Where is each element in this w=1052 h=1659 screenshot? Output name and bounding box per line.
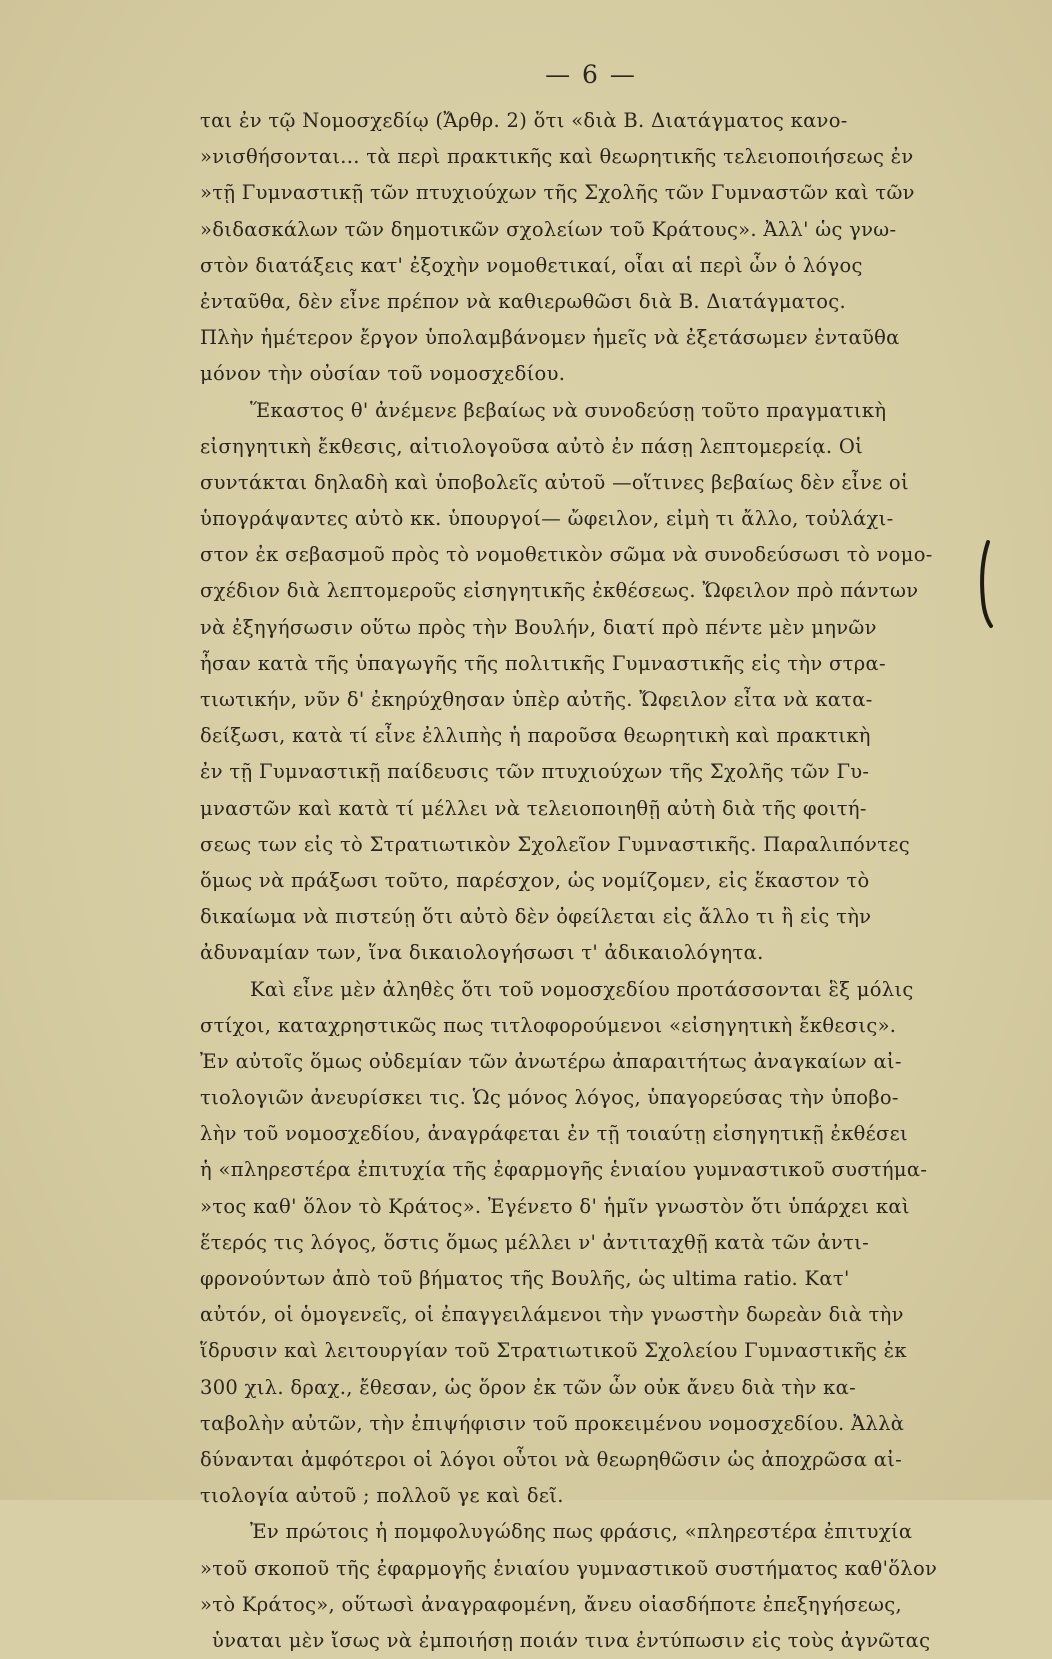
body-text xyxy=(200,103,968,1659)
text-line: Ἐν αὐτοῖς ὅμως οὐδεμίαν τῶν ἀνωτέρω ἀπαραιτήτως ἀναγκαίων αἰ- xyxy=(200,1049,902,1073)
text-line: φρονούντων ἀπὸ τοῦ βήματος τῆς Βουλῆς, ὡς ultima ratio. Κατ' xyxy=(200,1267,850,1290)
text-line: αὐτόν, οἱ ὁμογενεῖς, οἱ ἐπαγγειλάμενοι τὴν γνωστὴν δωρεὰν διὰ τὴν xyxy=(200,1303,904,1327)
text-line: συντάκται δηλαδὴ καὶ ὑποβολεῖς αὐτοῦ —οἵτινες βεβαίως δὲν εἶνε οἱ xyxy=(200,470,909,494)
text-line: δικαίωμα νὰ πιστεύῃ ὅτι αὐτὸ δὲν ὀφείλεται εἰς ἄλλο τι ἢ εἰς τὴν xyxy=(200,905,872,929)
text-line: ἐν τῇ Γυμναστικῇ παίδευσις τῶν πτυχιούχων τῆς Σχολῆς τῶν Γυ- xyxy=(200,760,870,784)
text-line: 300 χιλ. δραχ., ἔθεσαν, ὡς ὅρον ἐκ τῶν ὧν οὐκ ἄνευ διὰ τὴν κα- xyxy=(200,1375,856,1399)
text-line: στον ἐκ σεβασμοῦ πρὸς τὸ νομοθετικὸν σῶμα νὰ συνοδεύσωσι τὸ νομο- xyxy=(200,543,933,567)
text-line: »διδασκάλων τῶν δημοτικῶν σχολείων τοῦ Κράτους». Ἀλλ' ὡς γνω- xyxy=(200,217,897,241)
text-line: νὰ ἐξηγήσωσιν οὕτω πρὸς τὴν Βουλήν, διατί πρὸ πέντε μὲν μηνῶν xyxy=(200,615,877,639)
text-line: ὑπογράψαντες αὐτὸ κκ. ὑπουργοί— ὤφειλον, εἰμὴ τι ἄλλο, τοὐλάχι- xyxy=(200,507,894,531)
text-line: λὴν τοῦ νομοσχεδίου, ἀναγράφεται ἐν τῇ τοιαύτῃ εἰσηγητικῇ ἐκθέσει xyxy=(200,1122,909,1146)
text-line: εἰσηγητικὴ ἔκθεσις, αἰτιολογοῦσα αὐτὸ ἐν πάσῃ λεπτομερείᾳ. Οἱ xyxy=(200,434,864,458)
text-line: Πλὴν ἡμέτερον ἔργον ὑπολαμβάνομεν ἡμεῖς νὰ ἐξετάσωμεν ἐνταῦθα xyxy=(200,326,900,350)
text-line: »νισθήσονται... τὰ περὶ πρακτικῆς καὶ θεωρητικῆς τελειοποιήσεως ἐν xyxy=(200,145,914,169)
text-line: σχέδιον διὰ λεπτομεροῦς εἰσηγητικῆς ἐκθέσεως. Ὤφειλον πρὸ πάντων xyxy=(200,579,919,603)
paragraph-start-line: Ἐν πρώτοις ἡ πομφολυγώδης πως φράσις, «πληρεστέρα ἐπιτυχία xyxy=(250,1520,913,1544)
text-line: »τῇ Γυμναστικῇ τῶν πτυχιούχων τῆς Σχολῆς τῶν Γυμναστῶν καὶ τῶν xyxy=(200,181,915,205)
text-line: μναστῶν καὶ κατὰ τί μέλλει νὰ τελειοποιηθῇ αὐτὴ διὰ τῆς φοιτή- xyxy=(200,796,867,820)
text-line: ταβολὴν αὐτῶν, τὴν ἐπιψήφισιν τοῦ προκειμένου νομοσχεδίου. Ἀλλὰ xyxy=(200,1411,905,1435)
text-line: μόνον τὴν οὐσίαν τοῦ νομοσχεδίου. xyxy=(200,362,566,386)
text-line: ἦσαν κατὰ τῆς ὑπαγωγῆς τῆς πολιτικῆς Γυμναστικῆς εἰς τὴν στρα- xyxy=(200,651,886,675)
text-line: τιολογία αὐτοῦ ; πολλοῦ γε καὶ δεῖ. xyxy=(200,1484,564,1508)
text-line: ὑναται μὲν ἴσως νὰ ἐμποιήσῃ ποιάν τινα ἐντύπωσιν εἰς τοὺς ἀγνῶτας xyxy=(212,1628,931,1652)
text-line: »τοῦ σκοποῦ τῆς ἐφαρμογῆς ἑνιαίου γυμναστικοῦ συστήματος καθ'ὅλον xyxy=(200,1556,938,1580)
page-number: — 6 — xyxy=(545,60,637,89)
text-line: στίχοι, καταχρηστικῶς πως τιτλοφορούμενοι «εἰσηγητικὴ ἔκθεσις». xyxy=(200,1013,897,1037)
text-line: σεως των εἰς τὸ Στρατιωτικὸν Σχολεῖον Γυμναστικῆς. Παραλιπόντες xyxy=(200,832,910,856)
margin-bracket-mark xyxy=(978,540,994,628)
text-line: ἡ «πληρεστέρα ἐπιτυχία τῆς ἐφαρμογῆς ἑνιαίου γυμναστικοῦ συστήμα- xyxy=(200,1158,928,1182)
paragraph-start-line: Καὶ εἶνε μὲν ἀληθὲς ὅτι τοῦ νομοσχεδίου προτάσσονται ἓξ μόλις xyxy=(250,977,914,1001)
text-line: δείξωσι, κατὰ τί εἶνε ἐλλιπὴς ἡ παροῦσα θεωρητικὴ καὶ πρακτικὴ xyxy=(200,724,871,748)
text-line: τιωτικήν, νῦν δ' ἐκηρύχθησαν ὑπὲρ αὐτῆς. Ὤφειλον εἶτα νὰ κατα- xyxy=(200,688,873,711)
text-line: ἐνταῦθα, δὲν εἶνε πρέπον νὰ καθιερωθῶσι διὰ Β. Διατάγματος. xyxy=(200,289,846,313)
paragraph-start-line: Ἕκαστος θ' ἀνέμενε βεβαίως νὰ συνοδεύσῃ τοῦτο πραγματικὴ xyxy=(250,398,887,422)
text-line: ἕτερός τις λόγος, ὅστις ὅμως μέλλει ν' ἀντιταχθῇ κατὰ τῶν ἀντι- xyxy=(200,1230,869,1254)
text-line: »τὸ Κράτος», οὕτωσὶ ἀναγραφομένη, ἄνευ οἱασδήποτε ἐπεξηγήσεως, xyxy=(200,1592,902,1616)
text-line: δύνανται ἀμφότεροι οἱ λόγοι οὗτοι νὰ θεωρηθῶσιν ὡς ἀποχρῶσα αἰ- xyxy=(200,1447,902,1471)
text-line: ὅμως νὰ πράξωσι τοῦτο, παρέσχον, ὡς νομίζομεν, εἰς ἕκαστον τὸ xyxy=(200,868,870,892)
text-line: »τος καθ' ὅλον τὸ Κράτος». Ἐγένετο δ' ἡμῖν γνωστὸν ὅτι ὑπάρχει καὶ xyxy=(200,1194,910,1218)
text-line: τιολογιῶν ἀνευρίσκει τις. Ὡς μόνος λόγος, ὑπαγορεύσας τὴν ὑποβο- xyxy=(200,1086,899,1110)
text-line: ἵδρυσιν καὶ λειτουργίαν τοῦ Στρατιωτικοῦ Σχολείου Γυμναστικῆς ἐκ xyxy=(200,1339,907,1363)
text-line: ἀδυναμίαν των, ἵνα δικαιολογήσωσι τ' ἀδικαιολόγητα. xyxy=(200,941,764,965)
text-line: ται ἐν τῷ Νομοσχεδίῳ (Ἄρθρ. 2) ὅτι «διὰ Β. Διατάγματος κανο- xyxy=(200,109,848,132)
text-line: στὸν διατάξεις κατ' ἐξοχὴν νομοθετικαί, οἷαι αἱ περὶ ὧν ὁ λόγος xyxy=(200,253,863,277)
